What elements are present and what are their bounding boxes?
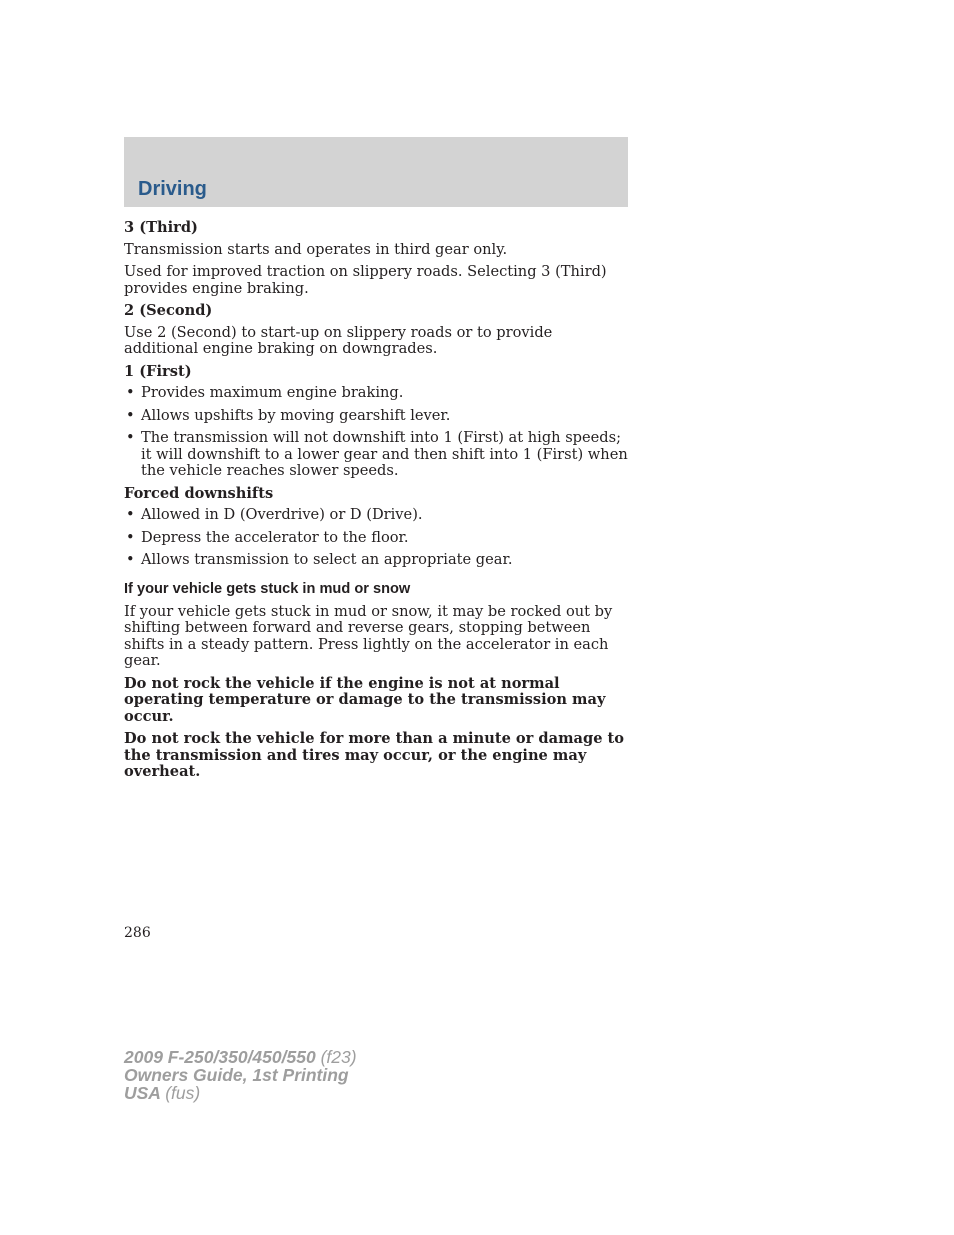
footer-line-market: [124, 1084, 357, 1102]
heading-first-gear: 1 (First): [124, 362, 192, 380]
page-number: 286: [124, 925, 151, 941]
list-item-text: Allows upshifts by moving gearshift lever.: [141, 406, 451, 424]
list-item: [124, 552, 628, 569]
list-item: [124, 530, 628, 547]
heading-second-gear: 2 (Second): [124, 302, 213, 319]
bullet-icon: •: [126, 384, 135, 401]
bullet-icon: •: [126, 506, 135, 523]
list-item-text: Allows transmission to select an appropriate gear.: [141, 551, 513, 568]
subheading-stuck-in-mud-or-snow: If your vehicle gets stuck in mud or snow: [124, 580, 411, 597]
paragraph-third-gear-2: Used for improved traction on slippery roads. Selecting 3 (Third) provides engine braking.: [124, 263, 607, 297]
list-item-text: The transmission will not downshift into 1 (First) at high speeds; it will downshift to a lower gear and then shift into 1 (First) when the vehicle reaches slower speeds.: [141, 429, 628, 479]
list-item-text: Provides maximum engine braking.: [141, 384, 404, 401]
warning-rock-engine-temperature: Do not rock the vehicle if the engine is not at normal operating temperature or damage to the transmission may occur.: [124, 674, 606, 725]
forced-downshifts-bullet-list: [124, 507, 628, 569]
list-item: [124, 430, 628, 480]
list-item-text: Allowed in D (Overdrive) or D (Drive).: [141, 506, 423, 523]
footer-market-code: (fus): [165, 1083, 201, 1103]
footer-model: 2009 F-250/350/450/550: [124, 1047, 316, 1067]
footer-model-code: (f23): [320, 1047, 357, 1067]
warning-rock-duration: Do not rock the vehicle for more than a minute or damage to the transmission and tires may occur, or the engine may overheat.: [124, 730, 625, 780]
footer-line-edition: Owners Guide, 1st Printing: [124, 1065, 349, 1085]
first-gear-bullet-list: [124, 385, 628, 480]
list-item: [124, 385, 628, 402]
bullet-icon: •: [126, 528, 135, 546]
page-content: [124, 220, 628, 787]
paragraph-stuck-1: If your vehicle gets stuck in mud or snow, it may be rocked out by shifting between forward and reverse gears, stopping between shifts in a steady pattern. Press lightly on the accelerator in each gear.: [124, 602, 613, 669]
bullet-icon: •: [126, 429, 135, 446]
bullet-icon: •: [126, 406, 135, 424]
section-title: Driving: [138, 178, 207, 200]
list-item: [124, 408, 628, 425]
heading-forced-downshifts: Forced downshifts: [124, 484, 274, 502]
heading-third-gear: 3 (Third): [124, 219, 198, 236]
paragraph-second-gear-1: Use 2 (Second) to start-up on slippery roads or to provide additional engine braking on downgrades.: [124, 323, 553, 357]
bullet-icon: •: [126, 551, 135, 568]
paragraph-third-gear-1: Transmission starts and operates in third gear only.: [124, 240, 508, 258]
section-header-band: [124, 137, 628, 207]
footer-market: USA: [124, 1083, 161, 1103]
list-item: [124, 507, 628, 524]
footer-line-model: [124, 1048, 357, 1066]
document-footer: [124, 1048, 357, 1102]
list-item-text: Depress the accelerator to the floor.: [141, 528, 409, 546]
